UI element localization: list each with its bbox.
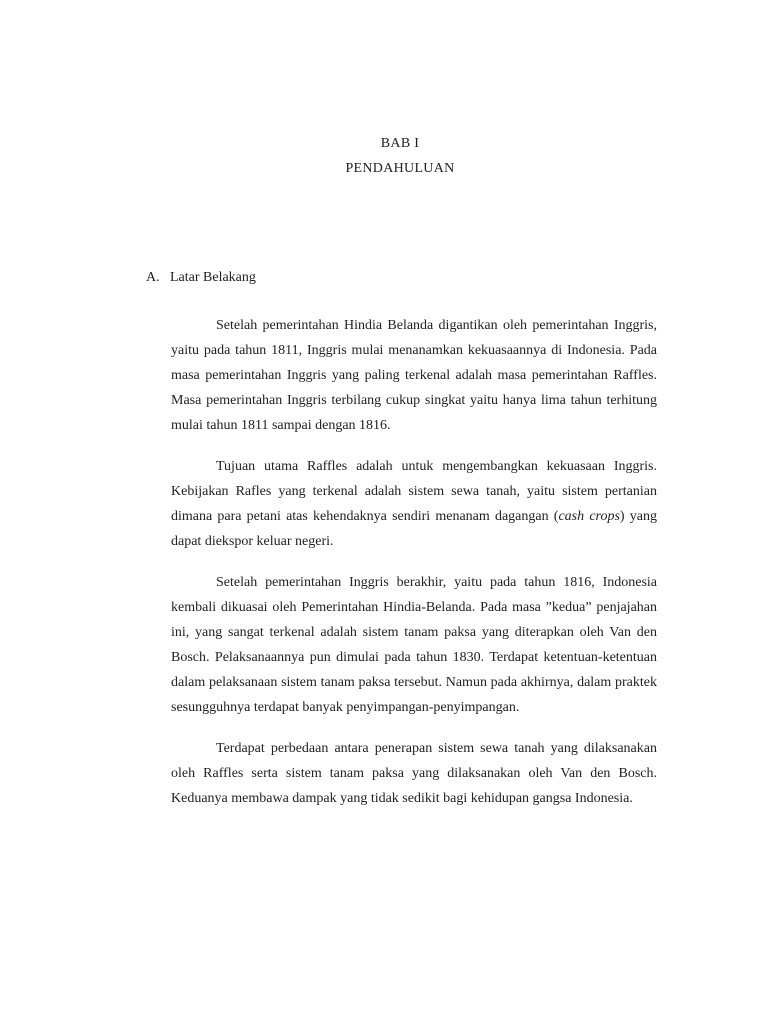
paragraph-3: Setelah pemerintahan Inggris berakhir, yaitu pada tahun 1816, Indonesia kembali dikuasai oleh Pemerintahan Hindia-Belanda. Pada masa ”kedua” penjajahan ini, yang sangat terkenal adalah sistem tanam paksa yang diterapkan oleh Van den Bosch. Pelaksanaannya pun dimulai pada tahun 1830. Terdapat ketentuan-ketentuan dalam pelaksanaan sistem tanam paksa tersebut. Namun pada akhirnya, dalam praktek sesungguhnya terdapat banyak penyimpangan-penyimpangan.	[171, 575, 657, 715]
paragraph-1: Setelah pemerintahan Hindia Belanda digantikan oleh pemerintahan Inggris, yaitu pada tahun 1811, Inggris mulai menanamkan kekuasaannya di Indonesia. Pada masa pemerintahan Inggris yang paling terkenal adalah masa pemerintahan Raffles. Masa pemerintahan Inggris terbilang cukup singkat yaitu hanya lima tahun terhitung mulai tahun 1811 sampai dengan 1816.	[171, 318, 657, 433]
section-letter: A.	[146, 270, 160, 285]
section-heading	[146, 270, 256, 286]
chapter-number: BAB I	[380, 136, 420, 151]
section-title: Latar Belakang	[170, 270, 256, 285]
italic-term: cash crops	[558, 509, 620, 524]
paragraph-4: Terdapat perbedaan antara penerapan sistem sewa tanah yang dilaksanakan oleh Raffles serta sistem tanam paksa yang dilaksanakan oleh Van den Bosch. Keduanya membawa dampak yang tidak sedikit bagi kehidupan gangsa Indonesia.	[171, 741, 657, 806]
paragraph-2-text-end: ) yang dapat diekspor keluar negeri.	[171, 509, 657, 549]
paragraph-2	[171, 454, 657, 554]
body-text	[171, 313, 657, 827]
chapter-title: PENDAHULUAN	[345, 161, 455, 176]
paragraph-2-text-start: Tujuan utama Raffles adalah untuk mengembangkan kekuasaan Inggris. Kebijakan Rafles yang terkenal adalah sistem sewa tanah, yaitu sistem pertanian dimana para petani atas kehendaknya sendiri menanam dagangan (	[171, 459, 657, 524]
